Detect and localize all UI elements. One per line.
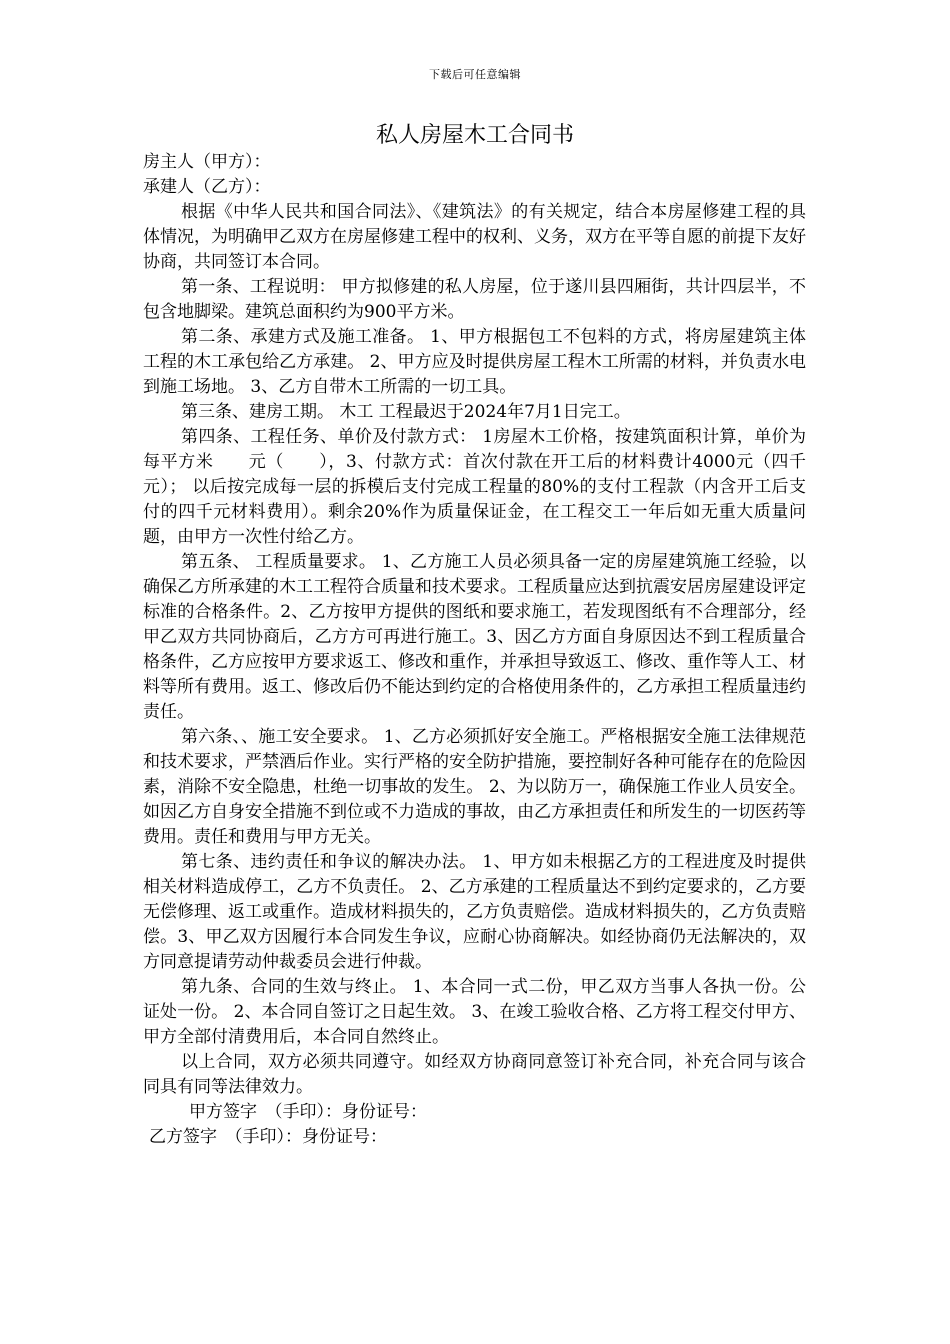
closing-paragraph: 以上合同，双方必须共同遵守。如经双方协商同意签订补充合同，补充合同与该合同具有同等法律效力。 (143, 1052, 806, 1097)
article-7-paragraph: 第七条、违约责任和争议的解决办法。 1、甲方如未根据乙方的工程进度及时提供相关材料造成停工，乙方不负责任。 2、乙方承建的工程质量达不到约定要求的，乙方要无偿修理、返工或重作。造成材料损失的，乙方负责赔偿。造成材料损失的，乙方负责赔偿。3、甲乙双方因履行本合同发生争议，应耐心协商解决。如经协商仍无法解决的，双方同意提请劳动仲裁委员会进行仲裁。 (143, 852, 806, 972)
article-3-paragraph: 第三条、建房工期。 木工 工程最迟于2024年7月1日完工。 (181, 402, 631, 422)
article-4-paragraph: 第四条、工程任务、单价及付款方式： 1房屋木工价格，按建筑面积计算，单价为每平方米 元（ ），3、付款方式：首次付款在开工后的材料费计4000元（四千元）； 以后按完成每一层的拆模后支付完成工程量的80%的支付工程款（内含开工后支付的四千元材料费用）。剩余20%作为质量保证金，在工程交工一年后如无重大质量问题，由甲方一次性付给乙方。 (143, 427, 806, 547)
builder-party-line: 承建人（乙方）： (143, 177, 271, 197)
contract-title: 私人房屋木工合同书 (375, 123, 574, 148)
article-6-paragraph: 第六条、、施工安全要求。 1、乙方必须抓好安全施工。严格根据安全施工法律规范和技术要求，严禁酒后作业。实行严格的安全防护措施，要控制好各种可能存在的危险因素，消除不安全隐患，杜绝一切事故的发生。 2、为以防万一，确保施工作业人员安全。如因乙方自身安全措施不到位或不力造成的事故，由乙方承担责任和所发生的一切医药等费用。责任和费用与甲方无关。 (143, 727, 806, 847)
article-5-paragraph: 第五条、 工程质量要求。 1、乙方施工人员必须具备一定的房屋建筑施工经验，以确保乙方所承建的木工工程符合质量和技术要求。工程质量应达到抗震安居房屋建设评定标准的合格条件。2、乙方按甲方提供的图纸和要求施工，若发现图纸有不合理部分，经甲乙双方共同协商后，乙方方可再进行施工。3、因乙方方面自身原因达不到工程质量合格条件，乙方应按甲方要求返工、修改和重作，并承担导致返工、修改、重作等人工、材料等所有费用。返工、修改后仍不能达到约定的合格使用条件的，乙方承担工程质量违约责任。 (143, 552, 806, 722)
party-a-signature-line: 甲方签字 （手印）：身份证号： (189, 1102, 427, 1122)
header-note: 下载后可任意编辑 (429, 68, 521, 81)
owner-party-line: 房主人（甲方）： (143, 152, 271, 172)
article-2-paragraph: 第二条、承建方式及施工准备。 1、甲方根据包工不包料的方式，将房屋建筑主体工程的木工承包给乙方承建。 2、甲方应及时提供房屋工程木工所需的材料，并负责水电到施工场地。 3、乙方自带木工所需的一切工具。 (143, 327, 806, 397)
party-b-signature-line: 乙方签字 （手印）：身份证号： (149, 1127, 387, 1147)
article-1-paragraph: 第一条、工程说明： 甲方拟修建的私人房屋，位于遂川县四厢街，共计四层半，不包含地脚梁。建筑总面积约为900平方米。 (143, 277, 806, 322)
contract-body (143, 150, 806, 1150)
preamble-paragraph: 根据《中华人民共和国合同法》、《建筑法》的有关规定，结合本房屋修建工程的具体情况，为明确甲乙双方在房屋修建工程中的权利、义务，双方在平等自愿的前提下友好协商，共同签订本合同。 (143, 202, 806, 272)
article-9-paragraph: 第九条、合同的生效与终止。 1、本合同一式二份，甲乙双方当事人各执一份。公证处一份。 2、本合同自签订之日起生效。 3、在竣工验收合格、乙方将工程交付甲方、甲方全部付清费用后，本合同自然终止。 (143, 977, 806, 1047)
